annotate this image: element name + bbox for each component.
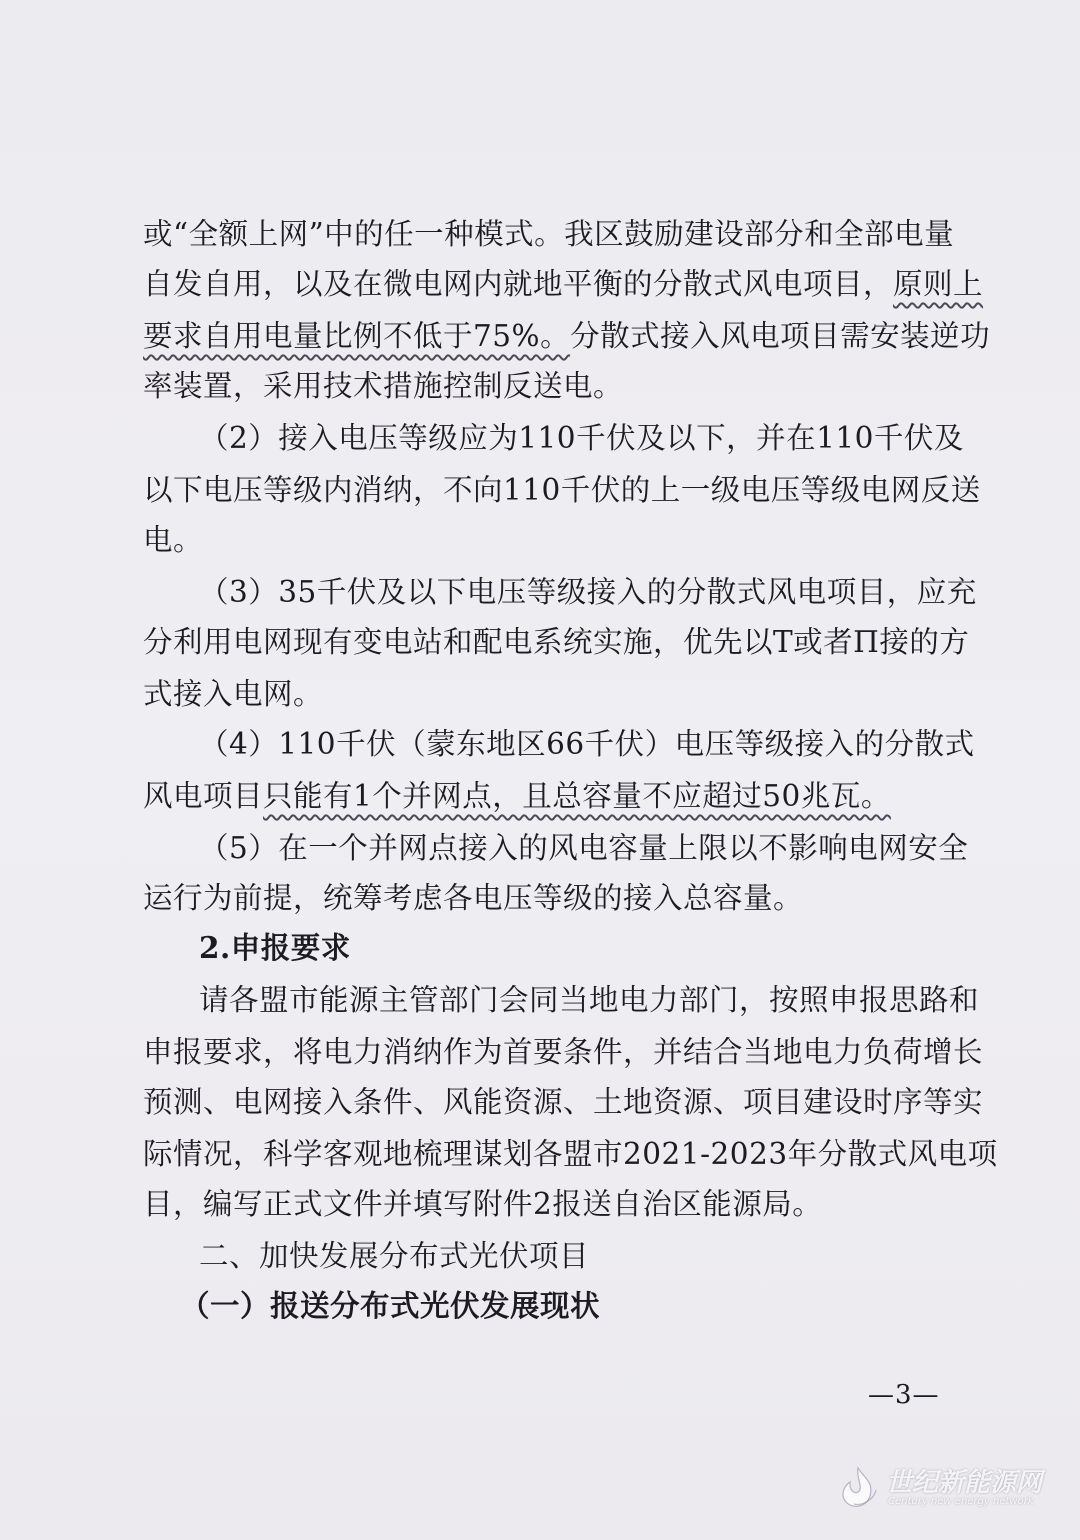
text-line xyxy=(143,776,891,816)
text-line xyxy=(143,1032,983,1072)
text-line-content: 以下电压等级内消纳，不向110千伏的上一级电压等级电网反送 xyxy=(143,473,981,507)
text-line xyxy=(143,264,983,304)
section-heading-text: 二、加快发展分布式光伏项目 xyxy=(199,1239,590,1273)
text-line-content: 申报要求，将电力消纳作为首要条件，并结合当地电力负荷增长 xyxy=(143,1035,984,1069)
section-heading xyxy=(199,1236,589,1276)
text-line-content: 风电项目 xyxy=(143,779,264,813)
text-line xyxy=(199,572,977,612)
text-line xyxy=(143,1082,983,1122)
text-line-content: 请各盟市能源主管部门会同当地电力部门，按照申报思路和 xyxy=(199,983,980,1017)
page-number: —3— xyxy=(868,1380,940,1410)
watermark-name: 世纪新能源网 xyxy=(886,1468,1043,1498)
text-line-content: （3）35千伏及以下电压等级接入的分散式风电项目，应充 xyxy=(199,575,977,609)
text-line xyxy=(143,366,623,406)
underlined-text: 要求自用电量比例不低于75%。 xyxy=(143,319,571,353)
text-line xyxy=(143,1184,822,1224)
watermark xyxy=(834,1458,1054,1522)
text-line-content: 运行为前提，统筹考虑各电压等级的接入总容量。 xyxy=(143,881,804,915)
text-line xyxy=(143,674,323,714)
subsection-heading xyxy=(180,1286,600,1326)
text-line xyxy=(199,980,979,1020)
text-line-content: 式接入电网。 xyxy=(143,677,324,711)
text-line-content: （2）接入电压等级应为110千伏及以下，并在110千伏及 xyxy=(199,421,964,455)
subsection-heading-text: （一）报送分布式光伏发展现状 xyxy=(180,1288,601,1323)
text-line xyxy=(143,1134,998,1174)
text-line-content: 电。 xyxy=(143,523,204,557)
underlined-text: 只能有1个并网点，且总容量不应超过50兆瓦。 xyxy=(263,779,891,813)
text-line-content: 预测、电网接入条件、风能资源、土地资源、项目建设时序等实 xyxy=(143,1085,984,1119)
section-heading xyxy=(199,928,351,968)
text-line xyxy=(143,520,203,560)
text-line-content: 分散式接入风电项目需安装逆功 xyxy=(570,319,991,353)
text-line-content: （5）在一个并网点接入的风电容量上限以不影响电网安全 xyxy=(199,831,969,865)
flame-logo-icon xyxy=(834,1464,882,1512)
text-line-content: （4）110千伏（蒙东地区66千伏）电压等级接入的分散式 xyxy=(199,727,975,761)
text-line xyxy=(143,214,955,254)
watermark-subtitle: Century new energy network xyxy=(888,1496,1034,1507)
text-line xyxy=(199,418,964,458)
text-line-content: 或“全额上网”中的任一种模式。我区鼓励建设部分和全部电量 xyxy=(143,217,955,251)
text-line-content: 际情况，科学客观地梳理谋划各盟市2021-2023年分散式风电项 xyxy=(143,1137,998,1171)
text-line xyxy=(199,828,968,868)
section-heading-text: 2.申报要求 xyxy=(199,930,351,965)
text-line-content: 率装置，采用技术措施控制反送电。 xyxy=(143,369,624,403)
text-line-content: 目，编写正式文件并填写附件2报送自治区能源局。 xyxy=(143,1187,823,1221)
text-line-content: 自发自用，以及在微电网内就地平衡的分散式风电项目， xyxy=(143,267,894,301)
text-line xyxy=(143,622,969,662)
text-line xyxy=(199,724,975,764)
text-line xyxy=(143,316,990,356)
underlined-text: 原则上 xyxy=(893,267,984,301)
text-line-content: 分利用电网现有变电站和配电系统实施，优先以T或者Π接的方 xyxy=(143,625,970,659)
text-line xyxy=(143,878,803,918)
text-line xyxy=(143,470,981,510)
